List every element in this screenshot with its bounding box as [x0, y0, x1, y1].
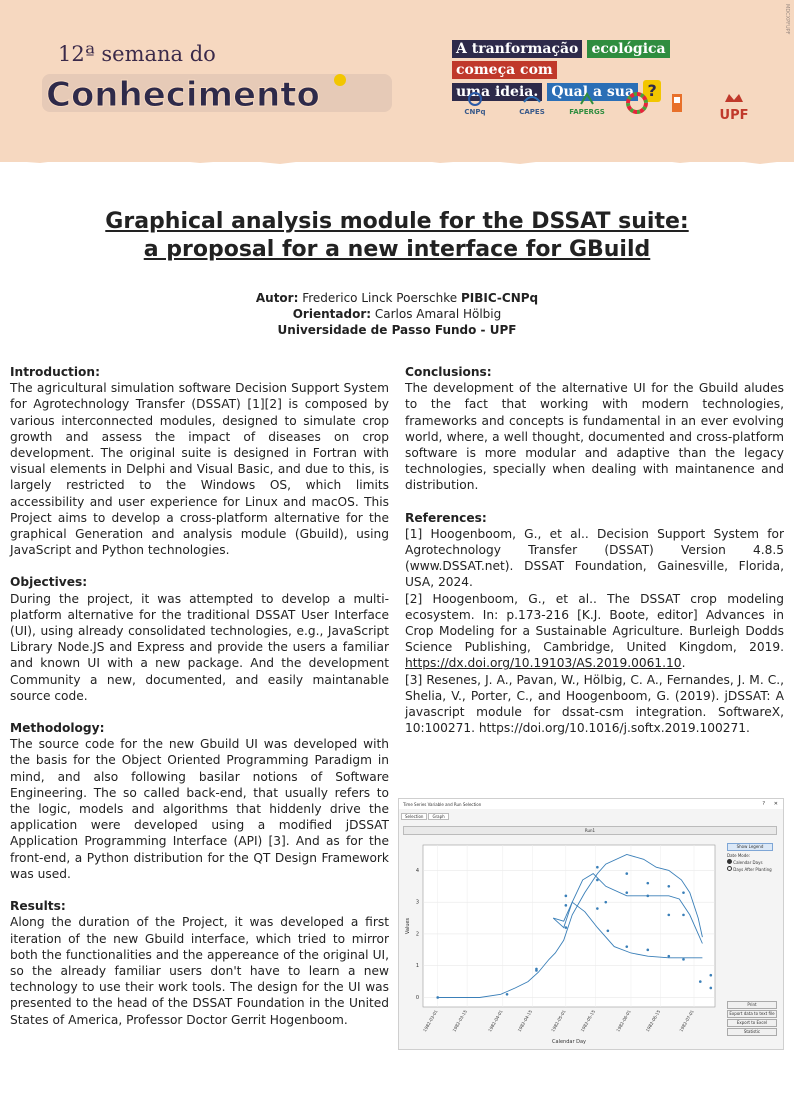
section-conclusions — [405, 364, 784, 494]
section-methodology — [10, 720, 389, 882]
data-point — [625, 945, 628, 948]
author-label: Autor: — [255, 291, 299, 305]
export-text-button[interactable]: Export data to text file — [727, 1010, 777, 1018]
window-titlebar — [399, 799, 783, 809]
advisor-label: Orientador: — [292, 307, 372, 321]
export-excel-button[interactable]: Export to Excel — [727, 1019, 777, 1027]
data-point — [436, 996, 439, 999]
window-title: Time Series Variable and Run Selection — [403, 802, 482, 807]
cnpq-icon — [467, 92, 483, 106]
data-point — [596, 879, 599, 882]
event-week-label: 12ª semana do — [58, 42, 216, 66]
advisor-line — [0, 306, 794, 322]
ods-wheel-icon — [626, 92, 648, 114]
data-point — [646, 882, 649, 885]
header-banner — [0, 0, 794, 162]
banner-code: MDCXPFUPF — [784, 4, 790, 35]
data-point — [682, 891, 685, 894]
radio-days-after-planting[interactable]: Days After Planting — [727, 866, 772, 872]
upf-logo: UPF — [712, 92, 756, 123]
data-point — [604, 901, 607, 904]
y-tick-label: 2 — [415, 931, 419, 938]
section-objectives — [10, 574, 389, 704]
fapergs-icon — [577, 92, 597, 106]
data-point — [596, 907, 599, 910]
x-axis-label: Calendar Day — [552, 1039, 586, 1045]
slogan-part-4: uma ideia. — [452, 83, 542, 101]
data-point — [596, 866, 599, 869]
print-button[interactable]: Print — [727, 1001, 777, 1009]
y-axis-label: Values — [405, 917, 411, 935]
data-point — [565, 895, 568, 898]
y-tick-label: 0 — [415, 994, 419, 1001]
time-series-chart — [403, 839, 721, 1045]
x-tick-label: 1982-04-15 — [516, 1009, 534, 1033]
sponsor-logos — [450, 92, 760, 132]
section-heading: Results: — [10, 899, 66, 914]
data-point — [699, 980, 702, 983]
section-heading: Methodology: — [10, 721, 105, 736]
section-references — [405, 510, 784, 737]
date-mode-label: Date Mode: — [727, 853, 751, 858]
reference-1: [1] Hoogenboom, G., et al.. Decision Support System for Agrotechnology Transfer (DSSAT) Version 4.8.5 (www.DSSAT.net). DSSAT Foundation, Gainesville, Florida, USA, 2024. — [405, 526, 784, 590]
data-point — [506, 993, 509, 996]
reference-2: [2] Hoogenboom, G., et al.. The DSSAT crop modeling ecosystem. In: p.173-216 [K.J. Boote, editor] Advances in Crop Modeling for a Sustainable Agriculture. Burleigh Dodds Science Publishing, Cambridge, United Kingdom, 2019. https://dx.doi.org/10.19103/AS.2019.0061.10. — [405, 591, 784, 671]
tab-selection[interactable]: Selection — [401, 813, 427, 820]
svg-text:Conhecimento: Conhecimento — [46, 75, 320, 115]
radio-unselected-icon — [727, 866, 732, 871]
statistic-button[interactable]: Statistic — [727, 1028, 777, 1036]
author-name: Frederico Linck Poerschke — [302, 291, 458, 305]
paper-title — [0, 208, 794, 264]
window-tabs — [401, 813, 450, 820]
tab-graph[interactable]: Graph — [428, 813, 448, 820]
data-point — [682, 914, 685, 917]
data-point — [646, 895, 649, 898]
data-point — [709, 987, 712, 990]
section-body: During the project, it was attempted to develop a multi-platform alternative for the traditional DSSAT User Interface (UI), using already consolidated technologies, e.g., JavaScript Library Node.JS and Express and provide the users a familiar and known UI with a new package. And the development Community a new, documented, and easily maintanable source code. — [10, 591, 389, 703]
section-body: The development of the alternative UI for the Gbuild aludes to the fact that working with modern technologies, frameworks and concepts is fundamental in an ever evolving world, where, a well thought, documented and cross-platform software is more modular and adaptive than the legacy technologies, specially when dealing with maintanence and distribution. — [405, 381, 784, 493]
capes-icon — [522, 92, 542, 106]
x-tick-label: 1982-06-01 — [615, 1009, 632, 1033]
section-introduction — [10, 364, 389, 558]
paper-title-line-2: a proposal for a new interface for GBuild — [143, 237, 651, 262]
data-point — [625, 872, 628, 875]
banner-torn-edge — [0, 150, 794, 170]
help-icon[interactable]: ? — [762, 801, 765, 807]
reference-3: [3] Resenes, J. A., Pavan, W., Hölbig, C. A., Fernandes, J. M. C., Shelia, V., Porter, C., and Hoogenboom, G. (2019). jDSSAT: A javascript module for dssat-csm integration. SoftwareX, 10:100271. https://doi.org/10.1016/j.softx.2019.100271. — [405, 672, 784, 736]
x-tick-label: 1982-03-15 — [451, 1009, 468, 1033]
data-point — [565, 904, 568, 907]
data-point — [625, 891, 628, 894]
data-point — [709, 974, 712, 977]
data-point — [646, 949, 649, 952]
data-point — [682, 958, 685, 961]
close-icon[interactable]: ✕ — [773, 801, 778, 807]
x-tick-label: 1982-05-01 — [550, 1009, 567, 1033]
section-body: Along the duration of the Project, it was developed a first iteration of the new Gbuild interface, which tried to mirror both the functionalities and the appereance of the original UI, so the already familiar users don't have to learn a new technology to use their work tools. The design for the UI was presented to the head of the DSSAT Foundation in the United States of America, Professor Doctor Gerrit Hogenboom. — [10, 915, 389, 1027]
data-point — [565, 926, 568, 929]
slogan-part-3: começa com — [452, 61, 557, 79]
x-tick-label: 1982-06-15 — [644, 1009, 662, 1033]
y-tick-label: 4 — [415, 867, 419, 874]
section-results — [10, 898, 389, 1028]
upf-icon — [723, 92, 745, 104]
y-tick-label: 3 — [415, 899, 419, 906]
event-logo-wordmark — [40, 70, 400, 116]
data-point — [667, 955, 670, 958]
slogan-part-5: Qual a sua — [547, 83, 638, 101]
author-grant: PIBIC-CNPq — [460, 291, 539, 305]
plot-name-bar: Run1 — [403, 826, 777, 835]
institution: Universidade de Passo Fundo - UPF — [277, 323, 517, 337]
question-mark-icon: ? — [643, 80, 661, 102]
cnpq-logo: CNPq — [450, 92, 500, 116]
x-tick-label: 1982-04-01 — [487, 1009, 504, 1033]
advisor-name: Carlos Amaral Hölbig — [374, 307, 502, 321]
section-heading: References: — [405, 510, 487, 525]
figure-icon — [668, 92, 686, 114]
x-tick-label: 1982-07-01 — [678, 1009, 695, 1033]
data-point — [667, 914, 670, 917]
section-heading: Objectives: — [10, 575, 88, 590]
ods-logo — [622, 92, 652, 116]
slogan-part-1: A tranformação — [452, 40, 582, 58]
author-line — [0, 290, 794, 306]
data-point — [535, 969, 538, 972]
section-body: The agricultural simulation software Decision Support System for Agrotechnology Transfer (DSSAT) [1][2] is composed by various interconnected modules, designed to simulate crop growth and assess the impact of diseases on crop development. The original suite is designed in Fortran with visual elements in Delphi and Visual Basic, and due to this, is largely restricted to the Windows OS, which limits accessibility and user experience for Linux and macOS. This Project aims to develop a cross-platform alternative for the graphical Generation and analysis module (Gbuild), using JavaScript and Python technologies. — [10, 381, 389, 558]
left-column — [10, 364, 389, 1044]
data-point — [667, 885, 670, 888]
author-block — [0, 290, 794, 338]
paper-title-line-1: Graphical analysis module for the DSSAT suite: — [105, 209, 689, 234]
radio-selected-icon — [727, 859, 732, 864]
x-tick-label: 1982-03-01 — [422, 1009, 439, 1033]
radio-calendar-days[interactable]: Calendar Days — [727, 859, 763, 865]
slogan-part-2: ecológica — [587, 40, 669, 58]
section-body: The source code for the new Gbuild UI was developed with the basis for the Object Oriented Programming Paradigm in mind, and also following basilar notions of Software Engineering. The so called back-end, that usually refers to the logic, models and algorithms that hiddenly drive the application were developed using a modified jDSSAT Application Programming Interface (API) [3]. And as for the front-end, a Python distribution for the QT Design Framework was used. — [10, 737, 389, 881]
capes-logo: CAPES — [512, 92, 552, 116]
oncampus-logo — [662, 92, 692, 116]
data-point — [607, 929, 610, 932]
section-heading: Introduction: — [10, 365, 100, 379]
reference-2-doi-link[interactable]: https://dx.doi.org/10.19103/AS.2019.0061.10 — [405, 656, 682, 671]
x-tick-label: 1982-05-15 — [579, 1009, 597, 1033]
plot-area — [423, 845, 715, 1007]
fapergs-logo: FAPERGS — [562, 92, 612, 116]
right-column — [405, 364, 784, 752]
y-tick-label: 1 — [415, 963, 419, 970]
section-heading: Conclusions: — [405, 365, 492, 379]
gbuild-screenshot — [398, 798, 784, 1050]
show-legend-button[interactable]: Show Legend — [727, 843, 773, 851]
